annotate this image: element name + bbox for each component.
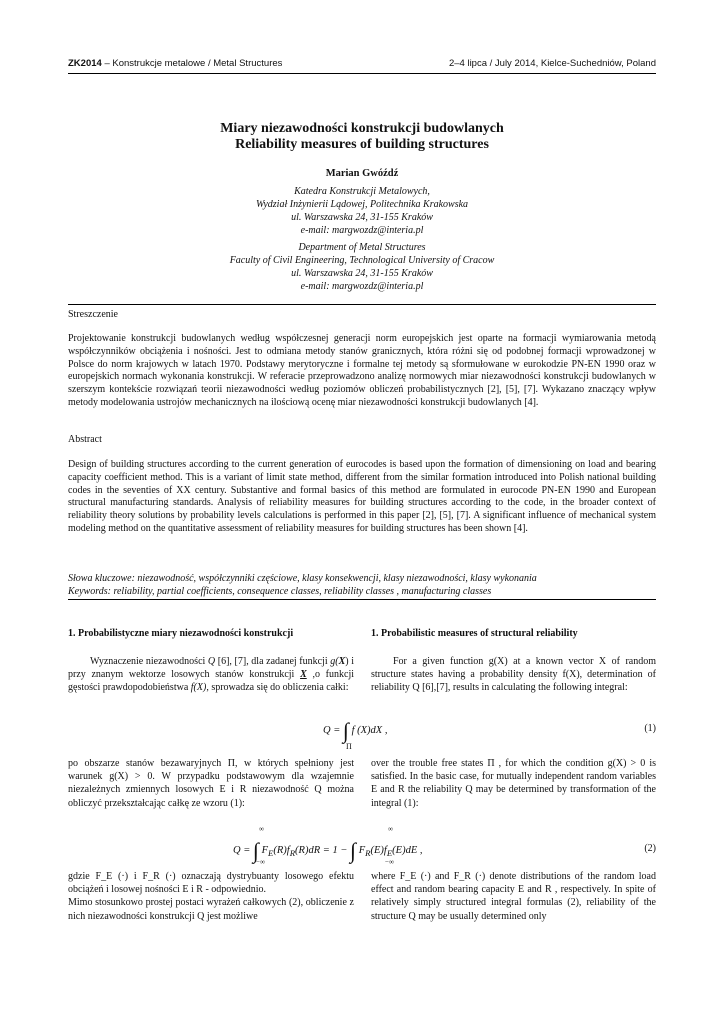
equation-2-lower-limit-1: −∞ [256,858,265,866]
paragraph-en-2: over the trouble free states Π , for which the condition g(X) > 0 is satisfied. In the basic case, for mutually independent random variables E and R the reliability Q may be determined by transformation of the integral (1): [371,758,656,809]
author: Marian Gwóźdź [325,168,399,179]
paragraph-pl-2: po obszarze stanów bezawaryjnych Π, w których spełniony jest warunek g(X) > 0. W przypadku podstawowym dla wzajemnie niezależnych zmiennych losowych E i R niezawodność Q można obliczyć przekształcając całkę ze wzoru (1): [68,758,354,809]
running-header-right: 2–4 lipca / July 2014, Kielce-Suchedniów, Poland [448,58,656,69]
equation-2-upper-limit-1: ∞ [259,825,264,833]
paper-title [68,121,656,153]
email-en: e-mail: margwozdz@interia.pl [300,281,424,292]
divider [68,599,656,600]
equation-2-upper-limit-2: ∞ [388,825,393,833]
equation-1-number: (1) [644,723,656,734]
section-heading-pl: 1. Probabilistyczne miary niezawodności konstrukcji [68,628,294,639]
abstract-text: Design of building structures according to the current generation of eurocodes is based upon the formation of dimensioning on load and bearing capacity coefficient method. This is a variant of limit state method, different from the similar formation introduced into Polish national building codes in the seventies of XX century. Substantive and formal basics of this method are formulated in eurocode PN-EN 1990 and European structural manufacturing standards. Analysis of reliability measures for building structures according to the code, in the broader context of reliability theory solutions by probability levels calculations is performed in this paper [2], [5], [7]. A significant influence of mechanical system modeling method on the quantitative assessment of reliability measures for building structures has been shown [4]. [68,459,656,534]
equation-2-number: (2) [644,843,656,854]
keywords [68,573,656,598]
abstract-label: Abstract [68,434,102,445]
divider [68,304,656,305]
paragraph-en-3: where F_E (·) and F_R (·) denote distributions of the random load effect and random bearing capacity E and R , respectively. In spite of relatively simply structured integral formulas (2), reliability of the structure Q may be usually determined only [371,871,656,922]
equation-1-lower-limit: Π [346,742,352,751]
keywords-polish: Słowa kluczowe: niezawodność, współczynniki częściowe, klasy konsekwencji, klasy niezawodności, klasy wykonania [68,573,537,584]
paragraph-pl-1: Wyznaczenie niezawodności Q [6], [7], dla zadanej funkcji g(X) i przy znanym wektorze losowych stanów konstrukcji X ,o funkcji gęstości prawdopodobieństwa f(X), sprowadza się do obliczenia całki: [68,656,355,694]
affiliation-english: Department of Metal Structures Faculty of Civil Engineering, Technological University of Cracow ul. Warszawska 24, 31-155 Kraków e-mail: margwozdz@interia.pl [68,241,656,293]
streszczenie-text: Projektowanie konstrukcji budowlanych według współczesnej generacji norm europejskich jest oparte na formacji wymiarowania metodą współczynników obciążenia i nośności. Jest to odmiana metody stanów granicznych, która różni się od podobnej formacji wprowadzonej w Polsce do norm krajowych w latach 1970. Podstawy merytoryczne i formalne tej metody są sformułowane w eurokodzie PN-EN 1990 oraz w europejskich normach wykonania konstrukcji. W referacie przeprowadzono analizę normowych miar niezawodności konstrukcji budowlanych w szerszym kontekście rozwiązań teorii niezawodności według poziomów obliczeń probabilistycznych [2], [5], [7]. Wykazano znaczący wpływ metody modelowania ustrojów mechanicznych na ilościową ocenę miar niezawodności konstrukcji budowlanych [4]. [68,333,656,408]
equation-2-lower-limit-2: −∞ [385,858,394,866]
streszczenie-label: Streszczenie [68,309,118,320]
equation-1: Q = ∫ f (X)dX , [323,718,388,743]
keywords-english: Keywords: reliability, partial coefficients, consequence classes, reliability classes , manufacturing classes [68,585,492,597]
affiliation-polish: Katedra Konstrukcji Metalowych, Wydział Inżynierii Lądowej, Politechnika Krakowska ul. Warszawska 24, 31-155 Kraków e-mail: margwozdz@interia.pl [68,185,656,237]
paragraph-pl-3: gdzie F_E (·) i F_R (·) oznaczają dystrybuanty losowego efektu obciążeń i losowej nośności E i R - odpowiednio. Mimo stosunkowo prostej postaci wyrażeń całkowych (2), obliczenie z nich niezawodności konstrukcji Q jest możliwe [68,871,354,922]
running-header-left: ZK2014 – Konstrukcje metalowe / Metal Structures [68,58,283,69]
section-heading-en: 1. Probabilistic measures of structural reliability [371,628,578,639]
title-polish: Miary niezawodności konstrukcji budowlanych [220,121,504,136]
email-pl: e-mail: margwozdz@interia.pl [300,225,424,236]
title-english: Reliability measures of building structures [235,137,489,152]
header-rule [68,73,656,74]
paragraph-en-1: For a given function g(X) at a known vector X of random structure states having a probability density f(X), determination of reliability Q [6],[7], results in calculating the following integral: [371,656,656,694]
equation-2: Q = ∫ $F_E(R)f_R(R)dR = 1$ − ∫ $F_R(E)f_E(E)dE$ , [233,838,423,863]
